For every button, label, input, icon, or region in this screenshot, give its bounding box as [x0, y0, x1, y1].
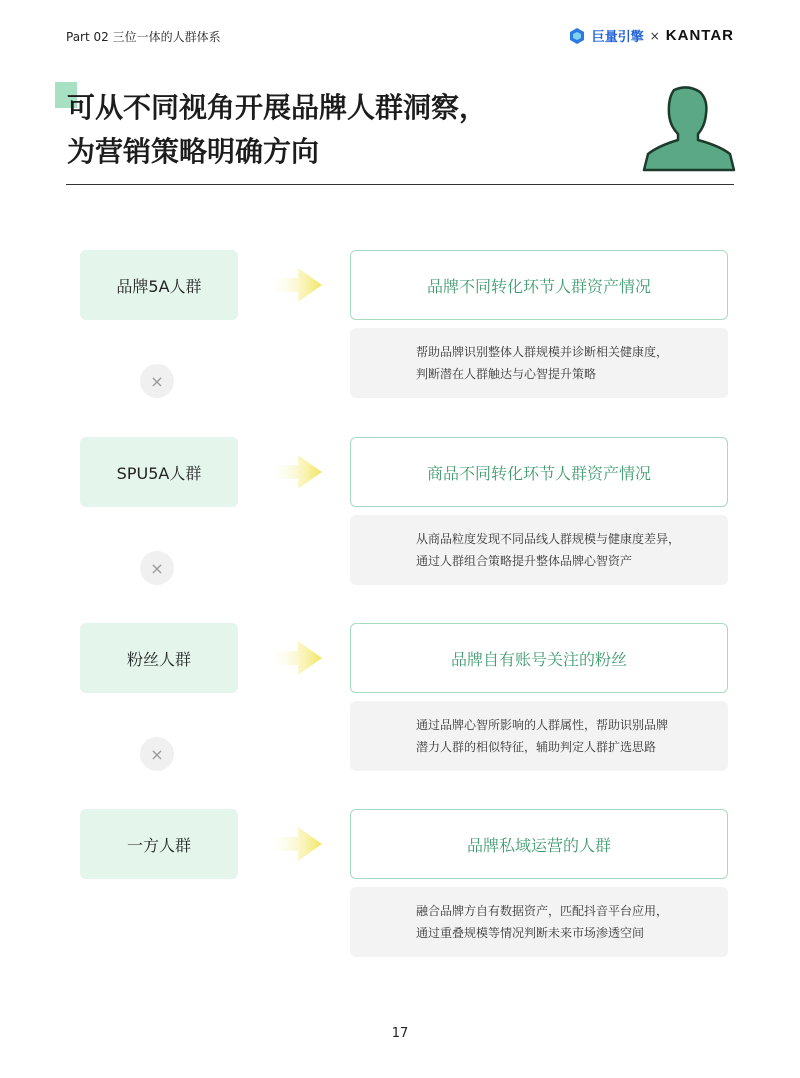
ocean-engine-logo-icon	[568, 27, 586, 45]
page-title-line-2: 为营销策略明确方向	[67, 135, 320, 168]
person-silhouette-icon	[640, 86, 736, 172]
description-line-1: 帮助品牌识别整体人群规模并诊断相关健康度，	[416, 345, 669, 359]
arrow-right-icon	[268, 455, 322, 489]
arrow-right-icon	[268, 641, 322, 675]
times-icon: ×	[140, 551, 174, 585]
section-label: Part 02 三位一体的人群体系	[66, 30, 221, 44]
partner-logos	[568, 26, 734, 45]
page-number: 17	[391, 1026, 409, 1041]
audience-row-3	[80, 623, 730, 771]
description-line-2: 通过人群组合策略提升整体品牌心智资产	[416, 554, 633, 568]
description-line-2: 通过重叠规模等情况判断未来市场渗透空间	[416, 926, 645, 940]
description-box	[350, 887, 728, 957]
description-box	[350, 328, 728, 398]
description-line-2: 判断潜在人群触达与心智提升策略	[416, 367, 597, 381]
times-icon: ×	[140, 364, 174, 398]
page-title	[67, 86, 487, 174]
description-box	[350, 515, 728, 585]
description-line-1: 融合品牌方自有数据资产，匹配抖音平台应用，	[416, 904, 669, 918]
headline-box: 品牌自有账号关注的粉丝	[350, 623, 728, 693]
description-box	[350, 701, 728, 771]
audience-row-4	[80, 809, 730, 957]
arrow-right-icon	[268, 268, 322, 302]
description-line-1: 通过品牌心智所影响的人群属性，帮助识别品牌	[416, 718, 669, 732]
arrow-right-icon	[268, 827, 322, 861]
category-label: 粉丝人群	[80, 623, 238, 693]
kantar-wordmark: KANTAR	[665, 27, 734, 44]
page-header	[66, 28, 734, 48]
headline-box: 品牌不同转化环节人群资产情况	[350, 250, 728, 320]
logo-separator: ×	[649, 28, 660, 43]
page-title-line-1: 可从不同视角开展品牌人群洞察，	[67, 91, 488, 124]
headline-box: 品牌私域运营的人群	[350, 809, 728, 879]
category-label: SPU5A人群	[80, 437, 238, 507]
audience-row-2	[80, 437, 730, 585]
audience-row-1	[80, 250, 730, 398]
description-line-1: 从商品粒度发现不同品线人群规模与健康度差异，	[416, 532, 681, 546]
category-label: 一方人群	[80, 809, 238, 879]
title-divider	[66, 184, 734, 185]
description-line-2: 潜力人群的相似特征，辅助判定人群扩选思路	[416, 740, 657, 754]
times-icon: ×	[140, 737, 174, 771]
ocean-engine-wordmark: 巨量引擎	[591, 30, 644, 45]
headline-box: 商品不同转化环节人群资产情况	[350, 437, 728, 507]
category-label: 品牌5A人群	[80, 250, 238, 320]
